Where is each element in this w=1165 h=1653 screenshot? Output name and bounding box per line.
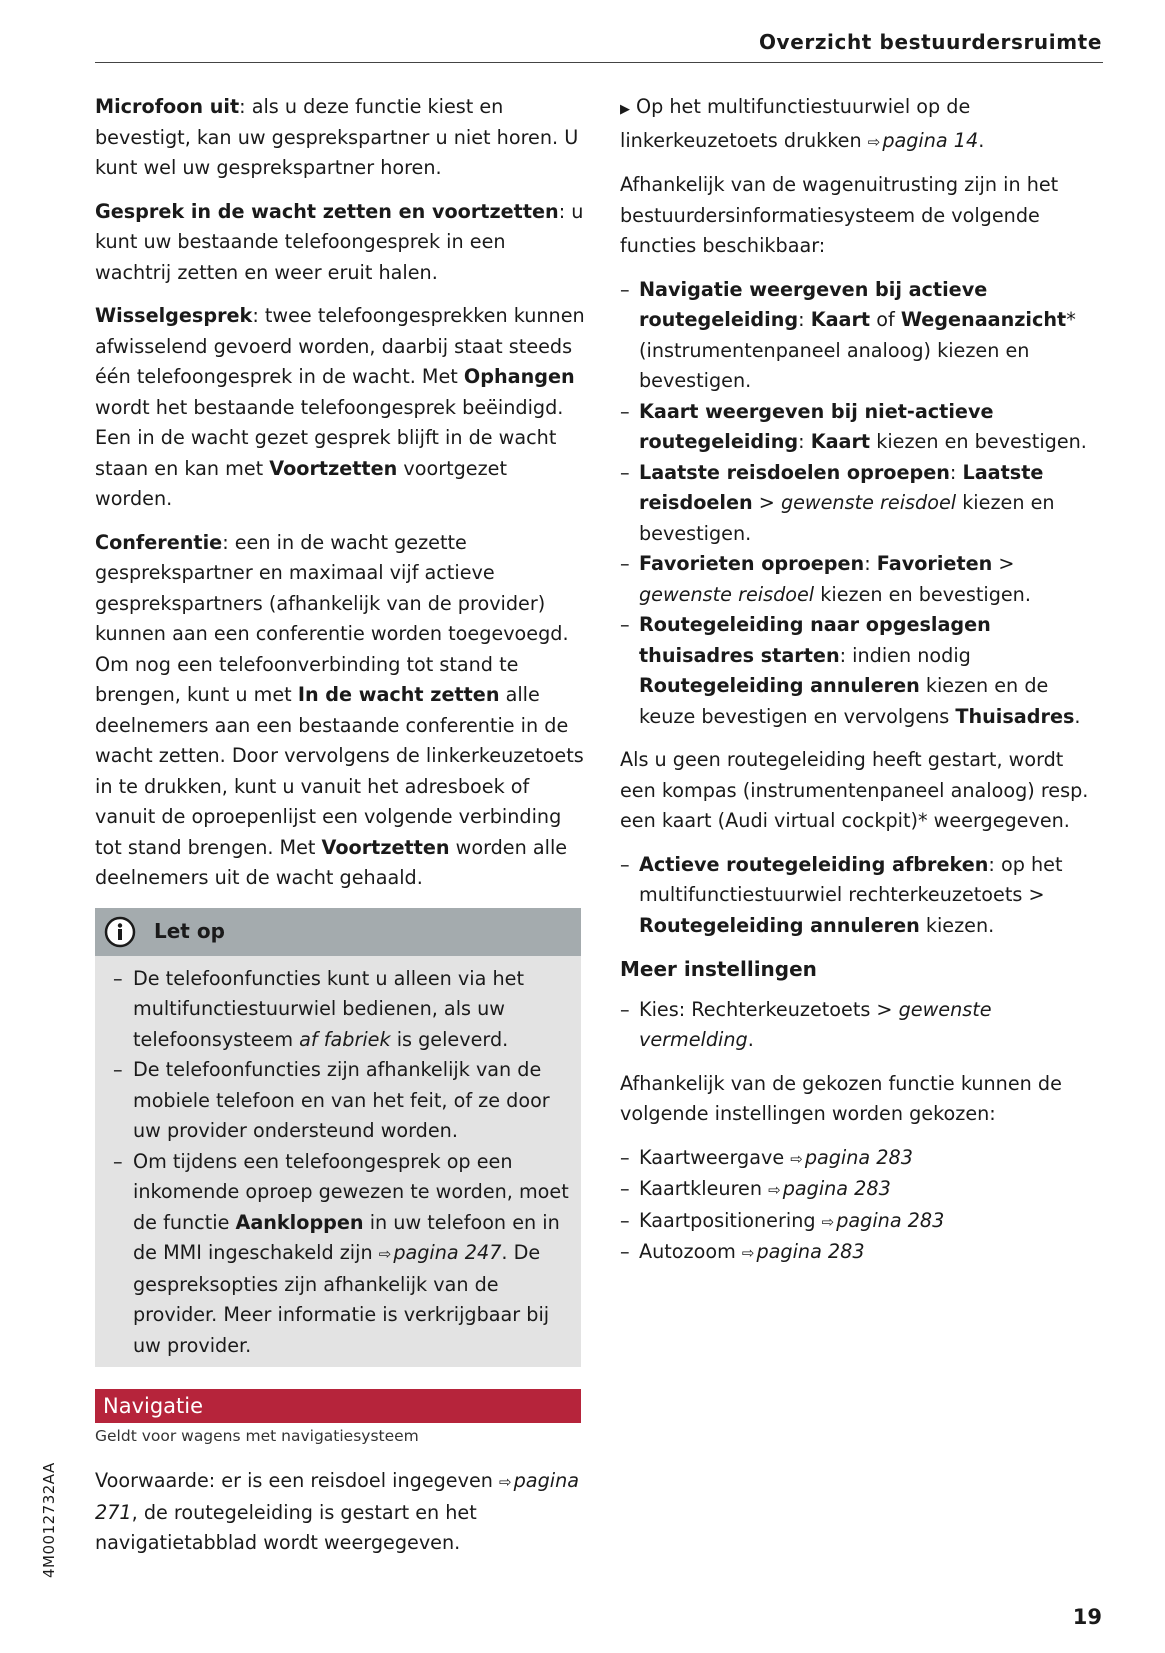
list-text: : indien nodig [839, 643, 971, 667]
paragraph-text: alle deelnemers aan een bestaande conferentie in de wacht zetten. Door vervolgens de linkerkeuzetoets in te drukken, kunt u vanuit het adresboek of vanuit de oproepenlijst een volgende verbinding tot stand brengen. Met [95, 683, 584, 859]
page-reference-link[interactable] [742, 1240, 865, 1263]
list-term: Kaart weergeven bij niet-actieve routegeleiding [639, 399, 994, 453]
page-reference-link[interactable] [822, 1209, 945, 1232]
page-number: 19 [1072, 1605, 1102, 1629]
list-text: kiezen en bevestigen. [814, 582, 1031, 606]
note-text: is geleverd. [390, 1027, 509, 1051]
settings-label: Autozoom [639, 1240, 742, 1263]
note-list [113, 964, 569, 1362]
page-reference-link[interactable] [768, 1177, 891, 1200]
arrow-right-icon: ⇨ [867, 132, 881, 151]
list-item [620, 549, 1105, 610]
list-term: Actieve routegeleiding afbreken [639, 852, 989, 876]
paragraph-text: : twee telefoongesprekken kunnen afwisselend gevoerd worden, daarbij staat steeds één telefoongesprek in de wacht. Met [95, 304, 585, 388]
paragraph-text: : u kunt uw bestaande telefoongesprek in een wachtrij zetten en weer eruit halen. [95, 199, 584, 284]
page-reference-text: pagina 283 [782, 1177, 891, 1200]
list-text: kiezen en bevestigen. [639, 491, 1055, 545]
arrow-right-icon: ⇨ [790, 1149, 803, 1168]
settings-label: Kaartweergave [639, 1145, 791, 1169]
document-code: 4M0012732AA [40, 1462, 58, 1578]
term-voortzetten: Voortzetten [321, 835, 450, 859]
paragraph-text: , de routegeleiding is gestart en het navigatietabblad wordt weergegeven. [95, 1500, 477, 1554]
term-gesprek-wacht: Gesprek in de wacht zetten en voortzetten [95, 199, 559, 223]
paragraph-conferentie [95, 528, 585, 894]
right-column [620, 92, 1105, 1282]
settings-intro-paragraph: Afhankelijk van de gekozen functie kunnen de volgende instellingen worden gekozen: [620, 1071, 1062, 1125]
settings-item [620, 1206, 1105, 1238]
list-item [620, 397, 1105, 458]
compass-paragraph: Als u geen routegeleiding heeft gestart, wordt een kompas (instrumentenpaneel analoog) resp. een kaart (Audi virtual cockpit)* weergegeven. [620, 748, 1089, 832]
term-ophangen: Ophangen [463, 365, 575, 388]
list-term: Routegeleiding naar opgeslagen thuisadres starten [639, 613, 991, 667]
term-wisselgesprek: Wisselgesprek [95, 304, 253, 327]
list-term: Routegeleiding annuleren [639, 913, 920, 937]
list-item [620, 995, 1105, 1056]
note-item [113, 964, 569, 1056]
note-item [113, 1147, 569, 1362]
page-reference-text: pagina 247 [393, 1241, 502, 1264]
term-conferentie: Conferentie [95, 530, 223, 554]
note-text: in uw telefoon en in de MMI ingeschakeld zijn [133, 1210, 560, 1264]
list-text: : [798, 308, 811, 331]
page-reference-text: pagina 271 [95, 1469, 579, 1524]
note-text: Om tijdens een telefoongesprek op een inkomende oproep gewezen te worden, moet de functie [133, 1149, 569, 1234]
paragraph-wisselgesprek [95, 301, 585, 515]
list-term: Kaart [810, 308, 871, 331]
arrow-right-icon: ⇨ [499, 1473, 512, 1491]
note-title: Let op [154, 919, 225, 944]
list-term: Wegenaanzicht [900, 308, 1067, 331]
page-reference-link[interactable] [379, 1241, 502, 1264]
step-triangle-icon: ▶ [620, 102, 630, 117]
list-item [620, 275, 1105, 397]
arrow-right-icon: ⇨ [378, 1245, 392, 1263]
note-text: De telefoonfuncties zijn afhankelijk van de mobiele telefoon en van het feit, of ze door uw provider ondersteund worden. [133, 1058, 550, 1142]
paragraph-text: wordt het bestaande telefoongesprek beëindigd. Een in de wacht gezet gesprek blijft in de wacht staan en kan met [95, 395, 564, 480]
paragraph-text: Voorwaarde: er is een reisdoel ingegeven [95, 1469, 500, 1492]
list-italic: gewenste reisdoel [639, 582, 815, 606]
section-subtitle: Geldt voor wagens met navigatiesysteem [95, 1427, 419, 1445]
list-text: > [992, 552, 1015, 575]
settings-item [620, 1237, 1105, 1269]
list-text: kiezen en bevestigen. [870, 430, 1087, 453]
list-item [620, 850, 1105, 942]
list-item [620, 458, 1105, 550]
paragraph-microfoon [95, 92, 585, 184]
list-term: Routegeleiding annuleren [639, 674, 920, 697]
paragraph-text: : als u deze functie kiest en bevestigt, kan uw gesprekspartner u niet horen. U kunt wel uw gesprekspartner horen. [95, 95, 579, 179]
list-text: : [949, 460, 963, 484]
list-text: : [864, 552, 877, 575]
arrow-right-icon: ⇨ [741, 1244, 755, 1262]
page-reference-text: pagina 14 [882, 128, 979, 152]
note-header [95, 908, 581, 956]
paragraph-text: . [978, 128, 985, 152]
list-text: * (instrumentenpaneel analoog) kiezen en bevestigen. [639, 308, 1076, 392]
settings-item [620, 1143, 1105, 1175]
paragraph-text: Op het multifunctiestuurwiel op de linkerkeuzetoets drukken [620, 95, 971, 152]
list-text: Kies: Rechterkeuzetoets > [639, 997, 899, 1021]
paragraph-text: worden alle deelnemers uit de wacht gehaald. [95, 835, 568, 889]
list-text: : [798, 430, 811, 453]
header-rule [95, 62, 1103, 63]
list-text: > [752, 491, 781, 514]
page-header-title: Overzicht bestuurdersruimte [758, 30, 1102, 54]
settings-label: Kaartkleuren [639, 1177, 769, 1200]
section-paragraph [95, 1466, 585, 1559]
page-reference-text: pagina 283 [836, 1208, 945, 1232]
note-text: . De gespreksopties zijn afhankelijk van de provider. Meer informatie is verkrijgbaar bij uw provider. [133, 1241, 550, 1357]
list-italic: gewenste reisdoel [780, 491, 957, 514]
note-box [95, 908, 581, 1368]
section-header-navigatie: Navigatie [95, 1389, 581, 1423]
page-reference-link[interactable] [868, 129, 978, 152]
list-text: kiezen en de keuze bevestigen en vervolgens [639, 674, 1049, 728]
list-term: Favorieten oproepen [639, 552, 865, 575]
list-term: Navigatie weergeven bij actieve routegeleiding [639, 277, 988, 331]
list-term: Thuisadres [955, 704, 1075, 728]
list-text: : op het multifunctiestuurwiel rechterkeuzetoets > [639, 852, 1063, 906]
term-voortzetten: Voortzetten [269, 456, 398, 480]
term-in-de-wacht-zetten: In de wacht zetten [297, 683, 500, 706]
list-text: of [870, 308, 901, 331]
paragraph-text: : een in de wacht gezette gesprekspartner en maximaal vijf actieve gesprekspartners (afhankelijk van de provider) kunnen aan een conferentie worden toegevoegd. Om nog een telefoonverbinding tot stand te brengen, kunt u met [95, 530, 569, 706]
subheading-meer-instellingen: Meer instellingen [620, 957, 817, 981]
paragraph-text: voortgezet worden. [95, 456, 508, 510]
left-column [95, 92, 585, 1367]
cancel-list [620, 850, 1105, 942]
settings-item [620, 1174, 1105, 1206]
page-reference-link[interactable] [790, 1146, 913, 1169]
note-text: De telefoonfuncties kunt u alleen via het multifunctiestuurwiel bedienen, als uw telefoonsysteem [133, 966, 524, 1051]
list-italic: gewenste vermelding [639, 997, 992, 1051]
arrow-right-icon: ⇨ [821, 1212, 835, 1231]
list-text: . [747, 1028, 754, 1051]
list-term: Favorieten [876, 552, 993, 575]
settings-label: Kaartpositionering [639, 1208, 822, 1232]
list-term: Laatste reisdoelen [639, 460, 1044, 514]
arrow-right-icon: ⇨ [768, 1181, 781, 1199]
intro-paragraph: Afhankelijk van de wagenuitrusting zijn in het bestuurdersinformatiesysteem de volgende functies beschikbaar: [620, 173, 1059, 257]
note-item [113, 1055, 569, 1147]
list-text: kiezen. [919, 913, 995, 937]
page-reference-text: pagina 283 [804, 1145, 913, 1169]
term-aankloppen: Aankloppen [235, 1210, 364, 1234]
paragraph-gesprek-wacht [95, 197, 585, 289]
function-list [620, 275, 1105, 733]
note-body [95, 956, 581, 1368]
list-term: Laatste reisdoelen oproepen [639, 460, 950, 484]
term-microfoon-uit: Microfoon uit [95, 95, 240, 118]
choose-list [620, 995, 1105, 1056]
info-icon [103, 915, 136, 948]
list-term: Kaart [810, 430, 871, 453]
step-paragraph [620, 92, 1105, 157]
list-item [620, 610, 1105, 732]
list-text: . [1074, 704, 1081, 728]
note-italic: af fabriek [299, 1027, 391, 1051]
page-reference-text: pagina 283 [756, 1240, 865, 1263]
settings-list [620, 1143, 1105, 1269]
